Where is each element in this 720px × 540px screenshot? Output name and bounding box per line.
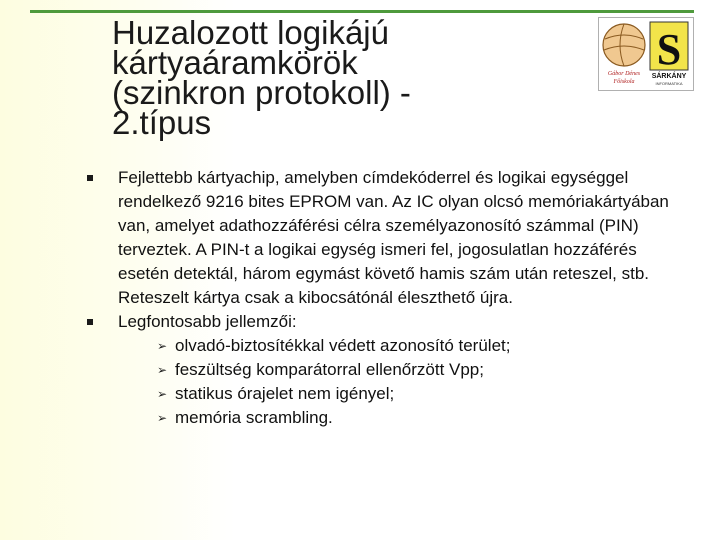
slide-title [112,14,552,141]
bullet-text: Fejlettebb kártyachip, amelyben címdekóderrel és logikai egységgel rendelkező 9216 bites EPROM van. Az IC olyan olcsó memóriakártyában van, amelyet adathozzáférési célra személyazonosító számmal (PIN) terveztek. A PIN-t a logikai egység ismeri fel, jogosulatlan hozzáférés esetén detektál, három egymást követő hamis szám után reteszel, stb. Reteszelt kártya csak a kibocsátónál éleszthető újra. [118,168,669,307]
bullet-text: Legfontosabb jellemzői: [118,312,297,331]
arrow-bullet-icon: ➢ [157,387,168,401]
sub-bullet-item [80,382,680,406]
square-bullet-icon [87,175,93,181]
bullet-item [80,310,680,334]
square-bullet-icon [87,319,93,325]
title-rule [30,10,694,13]
arrow-bullet-icon: ➢ [157,411,168,425]
sub-bullet-text: feszültség komparátorral ellenőrzött Vpp; [175,360,484,379]
title-line: Huzalozott logikájú [112,14,389,51]
sub-bullet-text: olvadó-biztosítékkal védett azonosító terület; [175,336,511,355]
svg-text:INFORMATIKA: INFORMATIKA [655,81,683,86]
svg-text:S: S [656,25,682,74]
sub-bullet-item [80,334,680,358]
arrow-bullet-icon: ➢ [157,339,168,353]
slide-content [80,166,680,430]
title-line: kártyaáramkörök [112,44,358,81]
sub-bullet-text: memória scrambling. [175,408,333,427]
sarkany-logo-icon [598,17,694,91]
sub-bullet-item [80,358,680,382]
sub-bullet-text: statikus órajelet nem igényel; [175,384,395,403]
svg-text:Gábor Dénes: Gábor Dénes [607,71,641,77]
bullet-item [80,166,680,310]
svg-text:Főiskola: Főiskola [613,79,635,85]
title-line: 2.típus [112,104,212,141]
arrow-bullet-icon: ➢ [157,363,168,377]
title-line: (szinkron protokoll) - [112,74,411,111]
svg-text:SÁRKÁNY: SÁRKÁNY [651,73,687,80]
sub-bullet-item [80,406,680,430]
